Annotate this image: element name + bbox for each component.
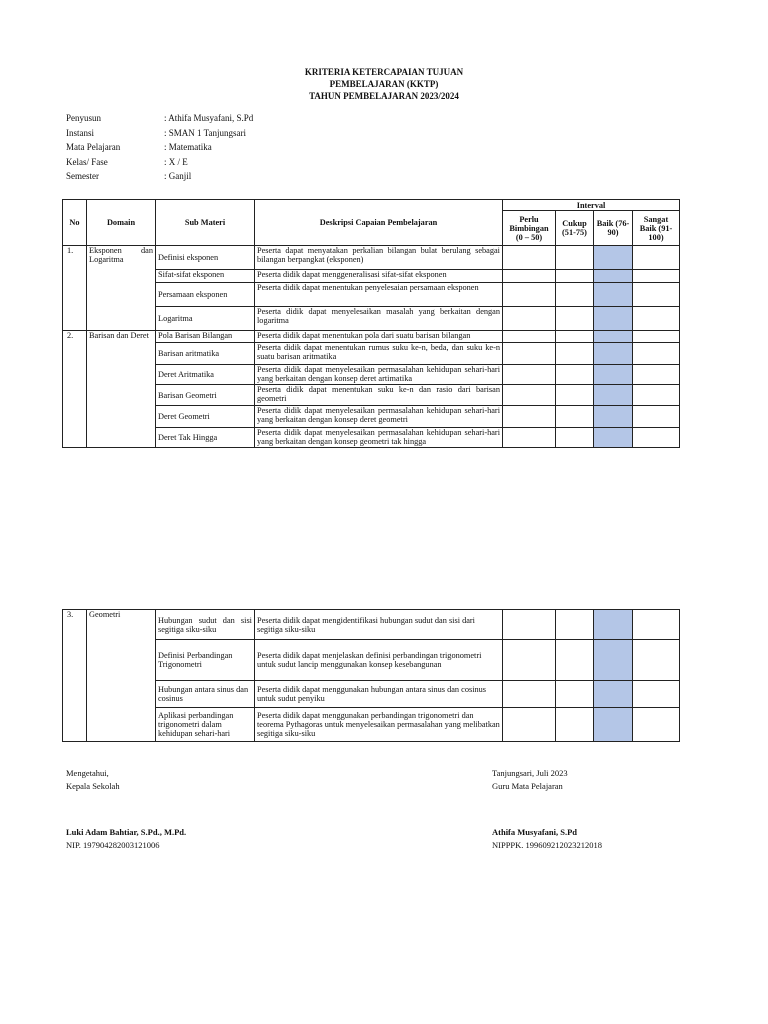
cell-perlu-bimbingan (503, 270, 556, 283)
cell-cukup (556, 331, 594, 343)
table-row (63, 365, 680, 385)
info-row-penyusun: Penyusun : Athifa Musyafani, S.Pd (66, 113, 254, 123)
cell-perlu-bimbingan (503, 331, 556, 343)
header-domain: Domain (87, 200, 156, 246)
kktp-table-page-2 (62, 609, 680, 742)
signature-right-identity (492, 826, 602, 851)
cell-sangat-baik (633, 270, 680, 283)
deskripsi: Peserta didik dapat menyelesaikan masalah yang berkaitan dengan logaritma (255, 307, 503, 331)
sub-materi: Definisi eksponen (156, 246, 255, 270)
sub-materi: Deret Tak Hingga (156, 428, 255, 448)
header-sangat-baik: Sangat Baik (91-100) (633, 211, 680, 246)
signature-left-line-2: Kepala Sekolah (66, 780, 120, 791)
signature-right-line-2: Guru Mata Pelajaran (492, 780, 563, 791)
cell-baik (594, 365, 633, 385)
deskripsi: Peserta didik dapat menyelesaikan permasalahan kehidupan sehari-hari yang berkaitan dengan konsep geometri tak hingga (255, 428, 503, 448)
deskripsi: Peserta didik dapat mengidentifikasi hubungan sudut dan sisi dari segitiga siku-siku (255, 610, 503, 640)
cell-sangat-baik (633, 385, 680, 406)
deskripsi: Peserta didik dapat menggeneralisasi sifat-sifat eksponen (255, 270, 503, 283)
cell-perlu-bimbingan (503, 343, 556, 365)
cell-baik (594, 283, 633, 307)
cell-sangat-baik (633, 428, 680, 448)
header-sub-materi: Sub Materi (156, 200, 255, 246)
table-row (63, 428, 680, 448)
deskripsi: Peserta didik dapat menentukan rumus suku ke-n, beda, dan suku ke-n suatu barisan aritmatika (255, 343, 503, 365)
table-row (63, 331, 680, 343)
cell-baik (594, 708, 633, 742)
sub-materi: Barisan Geometri (156, 385, 255, 406)
table-row (63, 610, 680, 640)
header-cukup: Cukup (51-75) (556, 211, 594, 246)
header-no: No (63, 200, 87, 246)
signature-left-identity (66, 826, 186, 851)
title-line-2: PEMBELAJARAN (KKTP) (329, 79, 439, 89)
cell-cukup (556, 270, 594, 283)
deskripsi: Peserta didik dapat menentukan penyelesaian persamaan eksponen (255, 283, 503, 307)
signature-right-line-1: Tanjungsari, Juli 2023 (492, 768, 568, 778)
domain-number: 3. (63, 610, 87, 742)
table-row (63, 708, 680, 742)
cell-perlu-bimbingan (503, 640, 556, 681)
headmaster-name: Luki Adam Bahtiar, S.Pd., M.Pd. (66, 827, 187, 837)
sub-materi: Sifat-sifat eksponen (156, 270, 255, 283)
cell-baik (594, 610, 633, 640)
sub-materi: Pola Barisan Bilangan (156, 331, 255, 343)
sub-materi: Aplikasi perbandingan trigonometri dalam kehidupan sehari-hari (156, 708, 255, 742)
table-row (63, 681, 680, 708)
cell-cukup (556, 283, 594, 307)
domain-number: 1. (63, 246, 87, 331)
cell-sangat-baik (633, 708, 680, 742)
domain-number: 2. (63, 331, 87, 448)
cell-baik (594, 428, 633, 448)
cell-perlu-bimbingan (503, 365, 556, 385)
table-row (63, 307, 680, 331)
cell-perlu-bimbingan (503, 307, 556, 331)
deskripsi: Peserta didik dapat menjelaskan definisi perbandingan trigonometri untuk sudut lancip menggunakan konsep kesebangunan (255, 640, 503, 681)
sub-materi: Deret Aritmatika (156, 365, 255, 385)
cell-cukup (556, 610, 594, 640)
cell-sangat-baik (633, 681, 680, 708)
domain-name: Eksponen dan Logaritma (87, 246, 156, 331)
cell-cukup (556, 708, 594, 742)
header-baik: Baik (76-90) (594, 211, 633, 246)
cell-baik (594, 270, 633, 283)
table-row (63, 385, 680, 406)
cell-sangat-baik (633, 246, 680, 270)
table-row (63, 640, 680, 681)
cell-cukup (556, 428, 594, 448)
teacher-nipppk: NIPPPK. 199609212023212018 (492, 839, 603, 850)
sub-materi: Deret Geometri (156, 406, 255, 428)
info-row-semester: Semester : Ganjil (66, 171, 192, 181)
sub-materi: Hubungan antara sinus dan cosinus (156, 681, 255, 708)
cell-cukup (556, 681, 594, 708)
cell-perlu-bimbingan (503, 708, 556, 742)
table-row (63, 246, 680, 270)
document-title (0, 66, 768, 102)
signature-right (492, 767, 568, 792)
header-interval: Interval (503, 200, 680, 211)
cell-perlu-bimbingan (503, 283, 556, 307)
table-row (63, 406, 680, 428)
cell-sangat-baik (633, 283, 680, 307)
sub-materi: Definisi Perbandingan Trigonometri (156, 640, 255, 681)
cell-sangat-baik (633, 331, 680, 343)
cell-perlu-bimbingan (503, 246, 556, 270)
table-row (63, 283, 680, 307)
domain-name: Geometri (87, 610, 156, 742)
deskripsi: Peserta dapat menyatakan perkalian bilangan bulat berulang sebagai bilangan berpangkat (eksponen) (255, 246, 503, 270)
sub-materi: Barisan aritmatika (156, 343, 255, 365)
cell-cukup (556, 246, 594, 270)
deskripsi: Peserta didik dapat menyelesaikan permasalahan kehidupan sehari-hari yang berkaitan dengan konsep deret artimatika (255, 365, 503, 385)
table-row (63, 343, 680, 365)
cell-baik (594, 343, 633, 365)
title-line-1: KRITERIA KETERCAPAIAN TUJUAN (304, 67, 464, 77)
cell-cukup (556, 343, 594, 365)
table-row (63, 270, 680, 283)
kktp-table-page-1 (62, 199, 680, 448)
cell-perlu-bimbingan (503, 610, 556, 640)
deskripsi: Peserta didik dapat menentukan pola dari suatu barisan bilangan (255, 331, 503, 343)
signature-left (66, 767, 120, 792)
sub-materi: Logaritma (156, 307, 255, 331)
title-line-3: TAHUN PEMBELAJARAN 2023/2024 (309, 91, 459, 101)
cell-perlu-bimbingan (503, 428, 556, 448)
deskripsi: Peserta didik dapat menggunakan hubungan antara sinus dan cosinus untuk sudut penyiku (255, 681, 503, 708)
header-deskripsi: Deskripsi Capaian Pembelajaran (255, 200, 503, 246)
teacher-name: Athifa Musyafani, S.Pd (492, 827, 578, 837)
cell-cukup (556, 385, 594, 406)
cell-baik (594, 246, 633, 270)
cell-baik (594, 640, 633, 681)
cell-perlu-bimbingan (503, 385, 556, 406)
signature-left-line-1: Mengetahui, (66, 768, 109, 778)
cell-baik (594, 307, 633, 331)
cell-cukup (556, 365, 594, 385)
deskripsi: Peserta didik dapat menyelesaikan permasalahan kehidupan sehari-hari yang berkaitan dengan konsep deret geometri (255, 406, 503, 428)
cell-baik (594, 331, 633, 343)
cell-sangat-baik (633, 343, 680, 365)
cell-cukup (556, 307, 594, 331)
cell-sangat-baik (633, 640, 680, 681)
cell-sangat-baik (633, 365, 680, 385)
cell-cukup (556, 640, 594, 681)
domain-name: Barisan dan Deret (87, 331, 156, 448)
cell-cukup (556, 406, 594, 428)
cell-baik (594, 406, 633, 428)
cell-baik (594, 385, 633, 406)
cell-perlu-bimbingan (503, 681, 556, 708)
cell-baik (594, 681, 633, 708)
header-perlu-bimbingan: Perlu Bimbingan (0 – 50) (503, 211, 556, 246)
sub-materi: Persamaan eksponen (156, 283, 255, 307)
headmaster-nip: NIP. 197904282003121006 (66, 839, 160, 850)
info-row-instansi: Instansi : SMAN 1 Tanjungsari (66, 127, 246, 138)
cell-sangat-baik (633, 406, 680, 428)
info-row-mapel: Mata Pelajaran : Matematika (66, 142, 212, 152)
cell-sangat-baik (633, 307, 680, 331)
sub-materi: Hubungan sudut dan sisi segitiga siku-siku (156, 610, 255, 640)
deskripsi: Peserta didik dapat menggunakan perbandingan trigonometri dan teorema Pythagoras untuk menyelesaikan permasalahan yang melibatkan segitiga siku-siku (255, 708, 503, 742)
deskripsi: Peserta didik dapat menentukan suku ke-n dan rasio dari barisan geometri (255, 385, 503, 406)
identity-info (66, 113, 253, 186)
cell-sangat-baik (633, 610, 680, 640)
info-row-kelas: Kelas/ Fase : X / E (66, 156, 188, 167)
cell-perlu-bimbingan (503, 406, 556, 428)
